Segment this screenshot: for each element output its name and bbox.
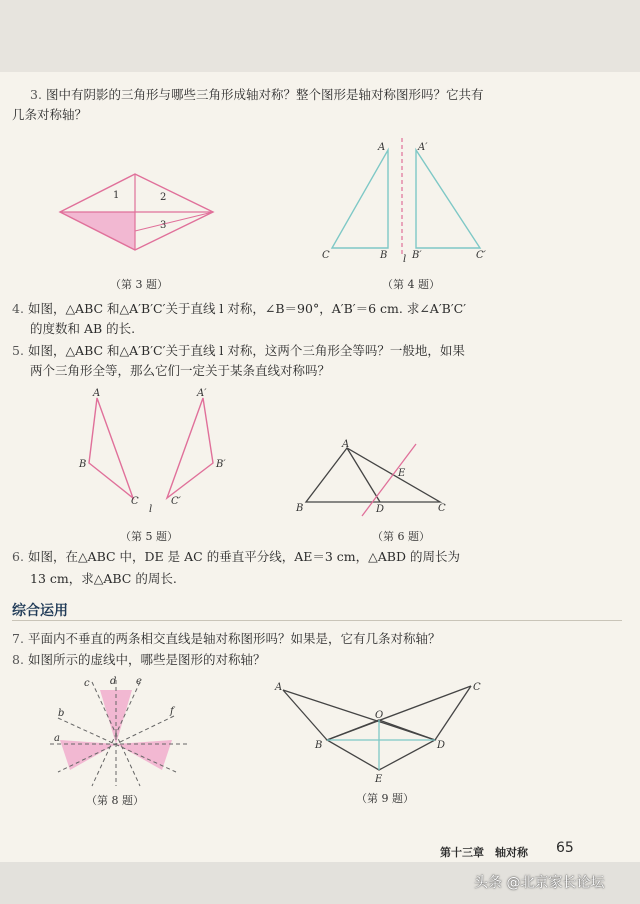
fig8-label-e: e (136, 676, 142, 687)
problem-7-line-1 (12, 630, 598, 648)
fig9-label-D: D (437, 740, 446, 751)
fig8-label-a: a (54, 733, 60, 744)
fig9-label-O: O (375, 710, 384, 721)
fig4-label-C2: C′ (476, 250, 486, 261)
fig4-label-l: l (403, 254, 407, 265)
fig3-label-2: 2 (160, 192, 167, 203)
fig3-caption: （第 3 题） (110, 278, 168, 291)
fig9-kite-bode (327, 720, 435, 770)
fig3-label-3: 3 (160, 220, 167, 231)
section-title: 综合运用 (12, 603, 68, 619)
problem-6-line-2: 13 cm，求△ABC 的周长. (30, 571, 177, 586)
fig9-segment-c2 (435, 686, 471, 740)
problem-6-text-1: 如图，在△ABC 中，DE 是 AC 的垂直平分线，AE＝3 cm，△ABD 的周长为 (27, 549, 460, 564)
problem-4-line-2: 的度数和 AB 的长. (30, 321, 136, 336)
fig5-triangle-abc (89, 398, 133, 498)
background-top (0, 0, 640, 72)
fig4-label-C: C (322, 250, 330, 261)
problem-4-line-1 (12, 300, 598, 318)
problem-6-number: 6. (12, 549, 24, 564)
problem-5-number: 5. (12, 343, 24, 358)
fig5-label-A2: A′ (197, 388, 207, 399)
fig6-segment-ad (347, 448, 380, 502)
fig5-label-C: C (131, 496, 139, 507)
fig4-label-B2: B′ (412, 250, 422, 261)
problem-4-text-1: 如图，△ABC 和△A′B′C′关于直线 l 对称，∠B＝90°，A′B′＝6 cm. 求∠A′B′C′ (27, 301, 467, 316)
problem-3-line-2: 几条对称轴？ (12, 107, 88, 122)
fig8-label-f: f (170, 706, 174, 717)
fig6-label-B: B (296, 503, 304, 514)
problem-8-text-1: 如图所示的虚线中，哪些是图形的对称轴？ (27, 652, 266, 667)
problem-5-line-1 (12, 342, 598, 360)
fig6-label-C: C (438, 503, 446, 514)
problem-7-text-1: 平面内不垂直的两条相交直线是轴对称图形吗？如果是，它有几条对称轴？ (27, 631, 441, 646)
fig9-label-E: E (375, 774, 383, 785)
fig9-label-B: B (315, 740, 323, 751)
fig3-lower-right-diag (135, 212, 213, 231)
fig5-label-A: A (93, 388, 101, 399)
problem-5-text-1: 如图，△ABC 和△A′B′C′关于直线 l 对称，这两个三角形全等吗？一般地，如果 (27, 343, 465, 358)
figure-6 (292, 438, 452, 518)
fig8-label-b: b (58, 708, 65, 719)
section-divider (12, 620, 622, 621)
fig4-label-B: B (380, 250, 388, 261)
problem-3-text-1: 图中有阴影的三角形与哪些三角形成轴对称？整个图形是轴对称图形吗？它共有 (45, 87, 484, 102)
fig4-triangle-abc (332, 150, 388, 248)
figure-3 (55, 170, 220, 255)
fig8-label-d: d (110, 676, 117, 687)
problem-7-number: 7. (12, 631, 24, 646)
fig3-label-1: 1 (113, 190, 120, 201)
fig5-caption: （第 5 题） (120, 530, 178, 543)
footer-chapter: 第十三章 轴对称 (440, 846, 528, 859)
fig5-label-C2: C′ (171, 496, 181, 507)
watermark: 头条 @北京家长论坛 (474, 875, 605, 891)
fig4-label-A2: A′ (418, 142, 428, 153)
fig5-label-l: l (149, 504, 153, 515)
fig5-label-B: B (79, 459, 87, 470)
problem-4-number: 4. (12, 301, 24, 316)
figure-9 (275, 678, 485, 790)
fig9-segment-c1 (327, 686, 471, 740)
fig9-caption: （第 9 题） (356, 792, 414, 805)
fig9-label-A: A (275, 682, 283, 693)
fig9-label-C: C (473, 682, 481, 693)
figure-8 (40, 674, 200, 789)
fig6-label-A: A (342, 439, 350, 450)
fig8-label-c: c (84, 678, 90, 689)
problem-6-line-1 (12, 548, 598, 566)
fig5-label-B2: B′ (216, 459, 226, 470)
fig4-triangle-a2b2c2 (416, 150, 480, 248)
fig6-perpendicular-bisector (362, 444, 416, 516)
fig6-caption: （第 6 题） (372, 530, 430, 543)
problem-3-number: 3. (30, 87, 42, 102)
problem-8-number: 8. (12, 652, 24, 667)
footer-page-number: 65 (556, 840, 574, 856)
problem-5-line-2: 两个三角形全等，那么它们一定关于某条直线对称吗？ (30, 363, 331, 378)
figure-5 (75, 388, 235, 513)
fig6-triangle-abc (306, 448, 440, 502)
problem-3-line-1 (30, 86, 616, 104)
fig4-label-A: A (378, 142, 386, 153)
fig8-caption: （第 8 题） (86, 794, 144, 807)
fig6-label-E: E (398, 468, 406, 479)
fig4-caption: （第 4 题） (382, 278, 440, 291)
problem-8-line-1 (12, 651, 598, 669)
fig5-triangle-a2b2c2 (167, 398, 213, 498)
figure-4 (320, 138, 495, 263)
fig6-label-D: D (376, 504, 385, 515)
